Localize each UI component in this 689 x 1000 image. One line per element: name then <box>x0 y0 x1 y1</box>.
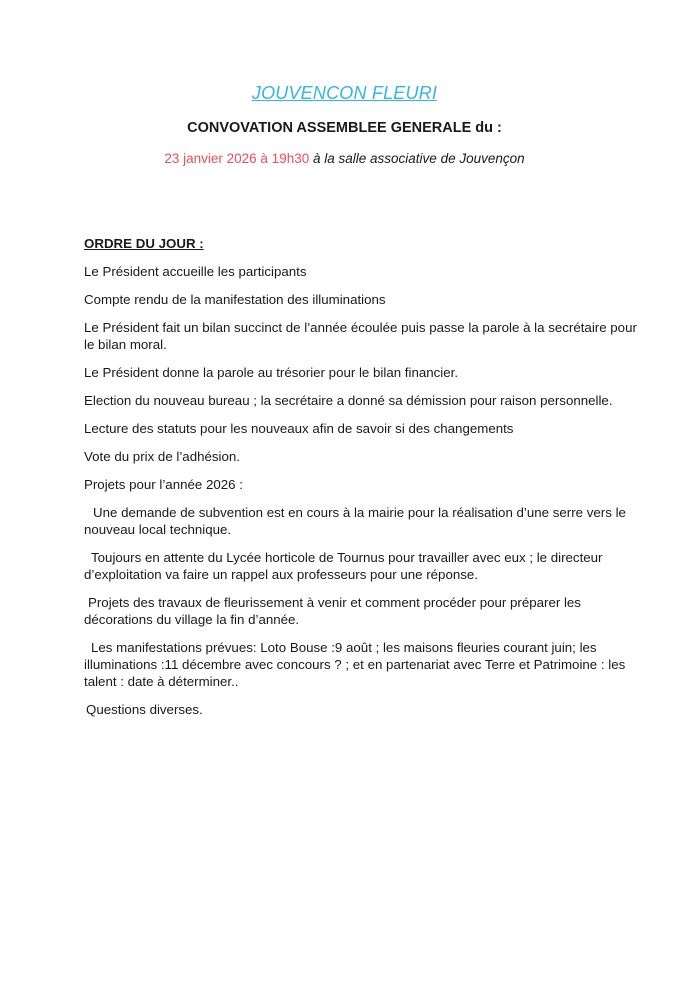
agenda-subitem: Projets des travaux de fleurissement à venir et comment procéder pour préparer les décorations du village la fin d’année. <box>84 595 581 627</box>
meeting-location: à la salle associative de Jouvençon <box>313 151 525 166</box>
agenda-item: Lecture des statuts pour les nouveaux afin de savoir si des changements <box>84 421 514 436</box>
agenda-section <box>84 235 640 729</box>
agenda-item: Projets pour l’année 2026 : <box>84 477 243 492</box>
agenda-item: Election du nouveau bureau ; la secrétaire a donné sa démission pour raison personnelle. <box>84 393 613 408</box>
meeting-dateline <box>0 151 689 166</box>
agenda-item: Questions diverses. <box>86 702 203 717</box>
agenda-heading: ORDRE DU JOUR : <box>84 236 204 251</box>
agenda-item: Compte rendu de la manifestation des illuminations <box>84 292 386 307</box>
agenda-item: Le Président fait un bilan succinct de l’année écoulée puis passe la parole à la secrétaire pour le bilan moral. <box>84 320 637 352</box>
agenda-subitem: Toujours en attente du Lycée horticole de Tournus pour travailler avec eux ; le directeur d’exploitation va faire un rappel aux professeurs pour une réponse. <box>84 550 603 582</box>
document-subtitle: CONVOVATION ASSEMBLEE GENERALE du : <box>187 120 502 136</box>
meeting-date: 23 janvier 2026 à 19h30 <box>164 151 310 166</box>
agenda-item: Le Président accueille les participants <box>84 264 307 279</box>
document-title: JOUVENCON FLEURI <box>251 83 438 103</box>
agenda-item: Le Président donne la parole au trésorier pour le bilan financier. <box>84 365 459 380</box>
agenda-subitem: Une demande de subvention est en cours à la mairie pour la réalisation d’une serre vers le nouveau local technique. <box>84 505 626 537</box>
agenda-item: Vote du prix de l’adhésion. <box>84 449 240 464</box>
agenda-subitem: Les manifestations prévues: Loto Bouse :9 août ; les maisons fleuries courant juin; les illuminations :11 décembre avec concours ? ; et en partenariat avec Terre et Patrimoine : les talent : date à déterminer.. <box>84 640 626 689</box>
